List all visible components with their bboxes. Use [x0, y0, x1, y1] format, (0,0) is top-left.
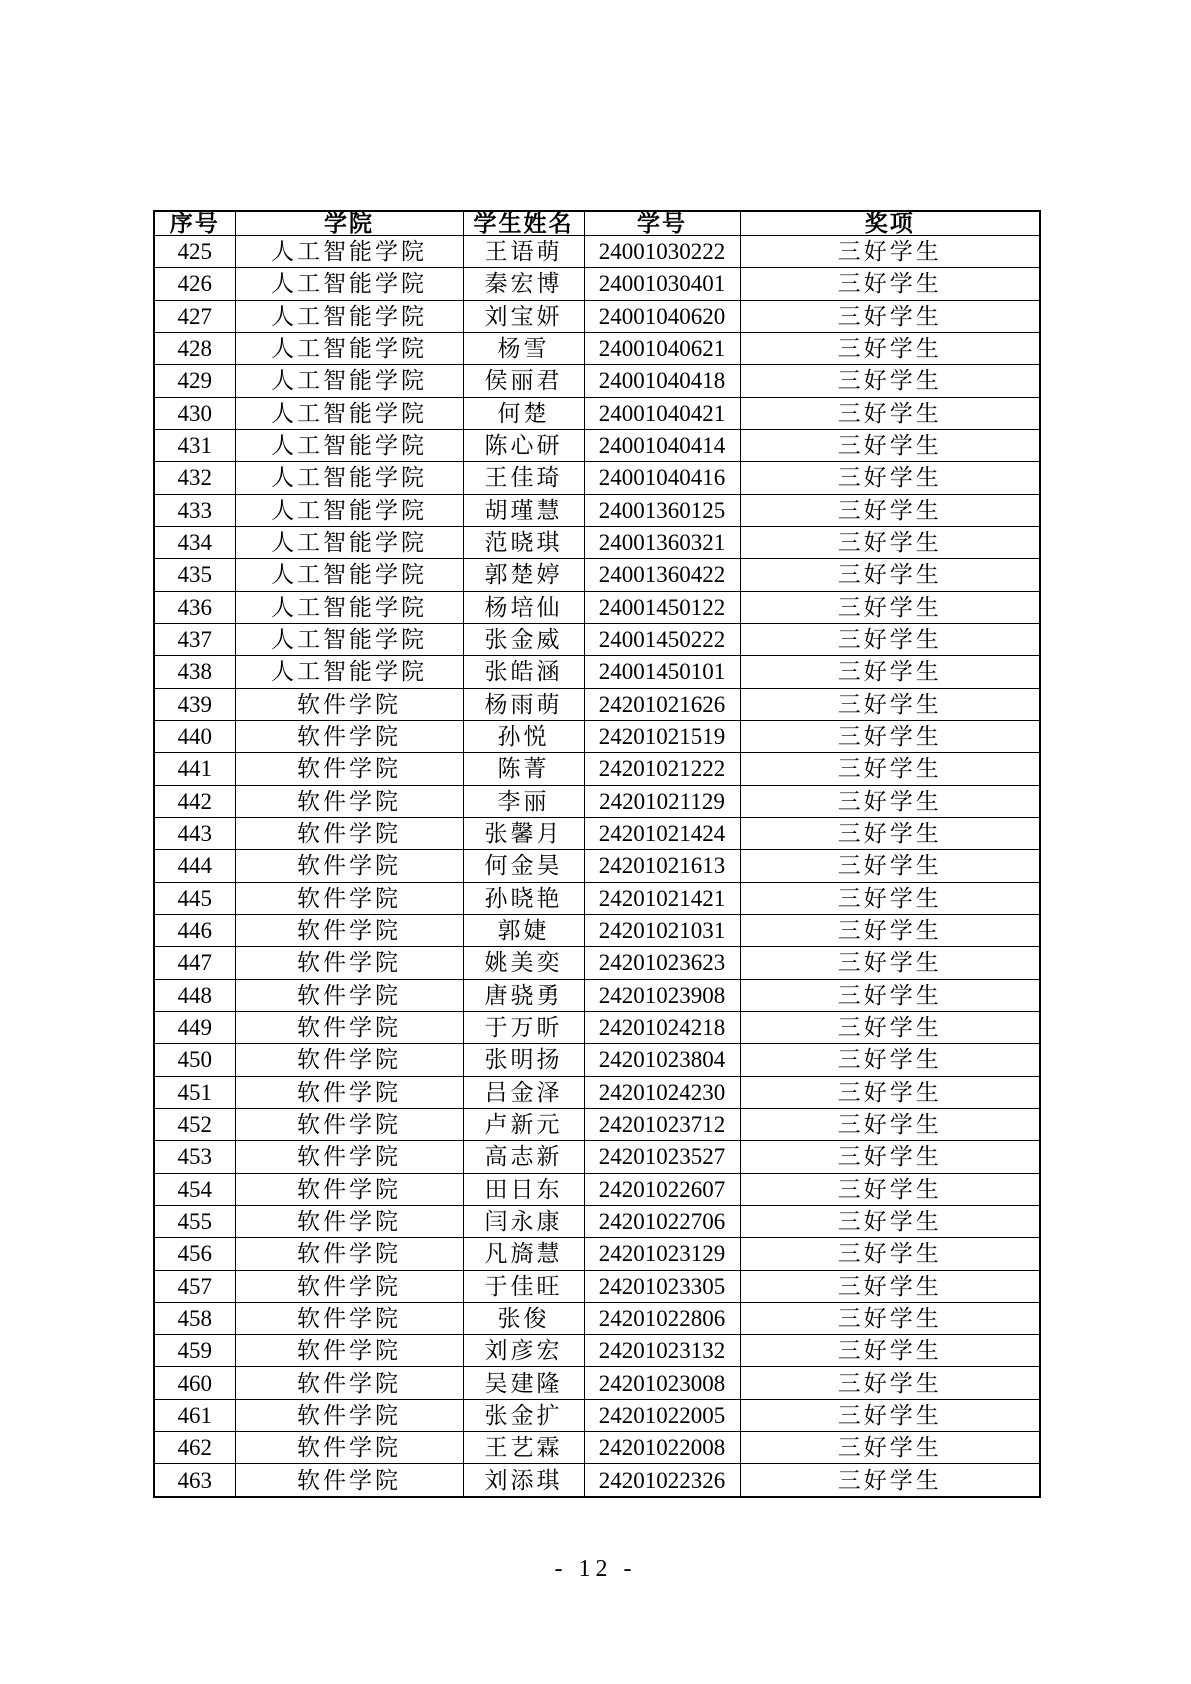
table-row — [154, 1011, 1040, 1043]
table-row — [154, 817, 1040, 849]
cell-college: 软件学院 — [235, 1302, 463, 1334]
cell-college: 软件学院 — [235, 1076, 463, 1108]
cell-student-id: 24201021626 — [584, 688, 740, 720]
header-student-id: 学号 — [584, 211, 740, 236]
cell-student-id: 24201024218 — [584, 1011, 740, 1043]
cell-student-id: 24201021031 — [584, 914, 740, 946]
table-row — [154, 623, 1040, 655]
cell-college: 软件学院 — [235, 785, 463, 817]
cell-student-name: 何楚 — [463, 397, 584, 429]
cell-college: 软件学院 — [235, 882, 463, 914]
cell-student-id: 24201023908 — [584, 979, 740, 1011]
cell-student-id: 24201021519 — [584, 720, 740, 752]
table-row — [154, 591, 1040, 623]
cell-college: 软件学院 — [235, 1432, 463, 1464]
cell-college: 软件学院 — [235, 1044, 463, 1076]
cell-student-name: 王佳琦 — [463, 462, 584, 494]
cell-college: 人工智能学院 — [235, 397, 463, 429]
cell-serial-number: 426 — [154, 268, 235, 300]
cell-college: 软件学院 — [235, 817, 463, 849]
cell-student-name: 孙晓艳 — [463, 882, 584, 914]
cell-college: 软件学院 — [235, 688, 463, 720]
cell-award: 三好学生 — [740, 1399, 1040, 1431]
cell-serial-number: 449 — [154, 1011, 235, 1043]
cell-student-name: 于万昕 — [463, 1011, 584, 1043]
cell-student-name: 张明扬 — [463, 1044, 584, 1076]
cell-student-name: 张金威 — [463, 623, 584, 655]
cell-student-id: 24201023132 — [584, 1335, 740, 1367]
cell-serial-number: 448 — [154, 979, 235, 1011]
table-row — [154, 850, 1040, 882]
cell-student-name: 王艺霖 — [463, 1432, 584, 1464]
cell-student-id: 24201023527 — [584, 1141, 740, 1173]
cell-award: 三好学生 — [740, 623, 1040, 655]
cell-award: 三好学生 — [740, 979, 1040, 1011]
cell-college: 人工智能学院 — [235, 332, 463, 364]
cell-college: 软件学院 — [235, 1205, 463, 1237]
cell-student-name: 郭楚婷 — [463, 559, 584, 591]
cell-award: 三好学生 — [740, 1238, 1040, 1270]
cell-college: 软件学院 — [235, 1367, 463, 1399]
cell-college: 软件学院 — [235, 753, 463, 785]
cell-college: 软件学院 — [235, 1141, 463, 1173]
cell-award: 三好学生 — [740, 429, 1040, 461]
cell-award: 三好学生 — [740, 850, 1040, 882]
cell-student-id: 24201022607 — [584, 1173, 740, 1205]
cell-award: 三好学生 — [740, 1302, 1040, 1334]
cell-award: 三好学生 — [740, 365, 1040, 397]
cell-student-name: 陈心研 — [463, 429, 584, 461]
cell-student-id: 24001040416 — [584, 462, 740, 494]
table-row — [154, 1432, 1040, 1464]
cell-student-id: 24001030401 — [584, 268, 740, 300]
cell-student-name: 王语萌 — [463, 236, 584, 268]
cell-serial-number: 450 — [154, 1044, 235, 1076]
cell-college: 人工智能学院 — [235, 656, 463, 688]
cell-award: 三好学生 — [740, 300, 1040, 332]
cell-student-name: 田日东 — [463, 1173, 584, 1205]
cell-student-name: 秦宏博 — [463, 268, 584, 300]
cell-college: 软件学院 — [235, 850, 463, 882]
cell-award: 三好学生 — [740, 332, 1040, 364]
cell-student-name: 杨培仙 — [463, 591, 584, 623]
table-row — [154, 753, 1040, 785]
cell-student-name: 何金昊 — [463, 850, 584, 882]
table-row — [154, 397, 1040, 429]
cell-award: 三好学生 — [740, 1270, 1040, 1302]
cell-award: 三好学生 — [740, 720, 1040, 752]
table-row — [154, 1302, 1040, 1334]
header-serial-number: 序号 — [154, 211, 235, 236]
cell-award: 三好学生 — [740, 559, 1040, 591]
cell-student-id: 24001040418 — [584, 365, 740, 397]
cell-student-id: 24201023008 — [584, 1367, 740, 1399]
cell-college: 软件学院 — [235, 1108, 463, 1140]
cell-student-id: 24201022706 — [584, 1205, 740, 1237]
header-student-name: 学生姓名 — [463, 211, 584, 236]
cell-student-id: 24001040621 — [584, 332, 740, 364]
cell-student-name: 刘宝妍 — [463, 300, 584, 332]
cell-award: 三好学生 — [740, 591, 1040, 623]
table-row — [154, 656, 1040, 688]
table-row — [154, 300, 1040, 332]
cell-serial-number: 454 — [154, 1173, 235, 1205]
cell-student-id: 24201021129 — [584, 785, 740, 817]
cell-award: 三好学生 — [740, 947, 1040, 979]
cell-student-id: 24201022326 — [584, 1464, 740, 1497]
cell-college: 软件学院 — [235, 1399, 463, 1431]
cell-serial-number: 445 — [154, 882, 235, 914]
cell-student-id: 24201023712 — [584, 1108, 740, 1140]
cell-college: 软件学院 — [235, 947, 463, 979]
table-row — [154, 1270, 1040, 1302]
table-row — [154, 914, 1040, 946]
cell-award: 三好学生 — [740, 268, 1040, 300]
table-row — [154, 1399, 1040, 1431]
cell-student-id: 24201021421 — [584, 882, 740, 914]
cell-student-name: 吴建隆 — [463, 1367, 584, 1399]
table-row — [154, 1335, 1040, 1367]
table-row — [154, 1238, 1040, 1270]
cell-award: 三好学生 — [740, 1011, 1040, 1043]
table-row — [154, 1044, 1040, 1076]
table-row — [154, 1464, 1040, 1497]
table-row — [154, 365, 1040, 397]
cell-student-id: 24201022806 — [584, 1302, 740, 1334]
cell-award: 三好学生 — [740, 526, 1040, 558]
cell-student-name: 范晓琪 — [463, 526, 584, 558]
cell-student-name: 高志新 — [463, 1141, 584, 1173]
cell-college: 软件学院 — [235, 914, 463, 946]
cell-serial-number: 441 — [154, 753, 235, 785]
cell-student-id: 24001360321 — [584, 526, 740, 558]
cell-student-name: 李丽 — [463, 785, 584, 817]
cell-award: 三好学生 — [740, 914, 1040, 946]
table-row — [154, 979, 1040, 1011]
table-row — [154, 429, 1040, 461]
cell-serial-number: 443 — [154, 817, 235, 849]
cell-student-name: 唐骁勇 — [463, 979, 584, 1011]
cell-serial-number: 433 — [154, 494, 235, 526]
page-footer — [0, 1556, 1191, 1583]
cell-student-name: 凡旖慧 — [463, 1238, 584, 1270]
cell-award: 三好学生 — [740, 1335, 1040, 1367]
table-row — [154, 1205, 1040, 1237]
table-row — [154, 1173, 1040, 1205]
cell-award: 三好学生 — [740, 785, 1040, 817]
cell-award: 三好学生 — [740, 1367, 1040, 1399]
cell-award: 三好学生 — [740, 753, 1040, 785]
cell-serial-number: 434 — [154, 526, 235, 558]
page-number: - 12 - — [554, 1556, 637, 1582]
cell-award: 三好学生 — [740, 1141, 1040, 1173]
cell-student-name: 张俊 — [463, 1302, 584, 1334]
cell-serial-number: 428 — [154, 332, 235, 364]
cell-serial-number: 436 — [154, 591, 235, 623]
cell-student-name: 孙悦 — [463, 720, 584, 752]
award-table — [153, 210, 1041, 1498]
cell-serial-number: 444 — [154, 850, 235, 882]
cell-college: 人工智能学院 — [235, 268, 463, 300]
cell-college: 人工智能学院 — [235, 559, 463, 591]
table-row — [154, 785, 1040, 817]
cell-serial-number: 447 — [154, 947, 235, 979]
header-award: 奖项 — [740, 211, 1040, 236]
cell-student-id: 24001450101 — [584, 656, 740, 688]
cell-college: 人工智能学院 — [235, 591, 463, 623]
table-row — [154, 236, 1040, 268]
cell-student-id: 24001360422 — [584, 559, 740, 591]
table-row — [154, 268, 1040, 300]
cell-student-name: 于佳旺 — [463, 1270, 584, 1302]
cell-college: 人工智能学院 — [235, 494, 463, 526]
cell-student-id: 24201024230 — [584, 1076, 740, 1108]
cell-serial-number: 460 — [154, 1367, 235, 1399]
table-row — [154, 526, 1040, 558]
cell-student-name: 姚美奕 — [463, 947, 584, 979]
cell-college: 人工智能学院 — [235, 365, 463, 397]
cell-student-id: 24201022008 — [584, 1432, 740, 1464]
cell-college: 人工智能学院 — [235, 526, 463, 558]
table-header-row — [154, 211, 1040, 236]
cell-college: 软件学院 — [235, 1464, 463, 1497]
cell-student-id: 24201023623 — [584, 947, 740, 979]
cell-college: 软件学院 — [235, 979, 463, 1011]
cell-award: 三好学生 — [740, 882, 1040, 914]
cell-student-id: 24201023305 — [584, 1270, 740, 1302]
cell-student-id: 24001040414 — [584, 429, 740, 461]
cell-serial-number: 435 — [154, 559, 235, 591]
cell-serial-number: 461 — [154, 1399, 235, 1431]
cell-award: 三好学生 — [740, 1076, 1040, 1108]
table-row — [154, 882, 1040, 914]
cell-college: 软件学院 — [235, 720, 463, 752]
cell-award: 三好学生 — [740, 656, 1040, 688]
cell-serial-number: 440 — [154, 720, 235, 752]
table-row — [154, 462, 1040, 494]
cell-college: 人工智能学院 — [235, 462, 463, 494]
cell-serial-number: 442 — [154, 785, 235, 817]
cell-student-name: 侯丽君 — [463, 365, 584, 397]
table-row — [154, 1367, 1040, 1399]
cell-student-id: 24201021613 — [584, 850, 740, 882]
cell-college: 软件学院 — [235, 1011, 463, 1043]
cell-college: 软件学院 — [235, 1238, 463, 1270]
cell-student-name: 闫永康 — [463, 1205, 584, 1237]
cell-award: 三好学生 — [740, 462, 1040, 494]
table-row — [154, 947, 1040, 979]
table-row — [154, 559, 1040, 591]
cell-serial-number: 452 — [154, 1108, 235, 1140]
cell-college: 人工智能学院 — [235, 429, 463, 461]
cell-serial-number: 430 — [154, 397, 235, 429]
cell-student-name: 张金扩 — [463, 1399, 584, 1431]
cell-award: 三好学生 — [740, 1205, 1040, 1237]
cell-student-name: 张皓涵 — [463, 656, 584, 688]
cell-student-id: 24201022005 — [584, 1399, 740, 1431]
cell-serial-number: 429 — [154, 365, 235, 397]
cell-serial-number: 437 — [154, 623, 235, 655]
table-row — [154, 720, 1040, 752]
cell-student-id: 24201021222 — [584, 753, 740, 785]
cell-student-id: 24201023804 — [584, 1044, 740, 1076]
cell-student-name: 吕金泽 — [463, 1076, 584, 1108]
cell-serial-number: 462 — [154, 1432, 235, 1464]
cell-award: 三好学生 — [740, 236, 1040, 268]
cell-award: 三好学生 — [740, 1432, 1040, 1464]
cell-student-id: 24001360125 — [584, 494, 740, 526]
cell-award: 三好学生 — [740, 397, 1040, 429]
cell-serial-number: 457 — [154, 1270, 235, 1302]
cell-college: 人工智能学院 — [235, 300, 463, 332]
cell-student-id: 24001040620 — [584, 300, 740, 332]
table-row — [154, 1108, 1040, 1140]
cell-student-id: 24001450222 — [584, 623, 740, 655]
cell-student-name: 刘添琪 — [463, 1464, 584, 1497]
cell-serial-number: 438 — [154, 656, 235, 688]
table-row — [154, 1076, 1040, 1108]
cell-student-name: 刘彦宏 — [463, 1335, 584, 1367]
cell-student-name: 杨雪 — [463, 332, 584, 364]
cell-serial-number: 453 — [154, 1141, 235, 1173]
cell-serial-number: 432 — [154, 462, 235, 494]
table-row — [154, 332, 1040, 364]
cell-student-name: 张馨月 — [463, 817, 584, 849]
cell-award: 三好学生 — [740, 1108, 1040, 1140]
cell-serial-number: 427 — [154, 300, 235, 332]
cell-award: 三好学生 — [740, 1464, 1040, 1497]
cell-award: 三好学生 — [740, 1173, 1040, 1205]
cell-award: 三好学生 — [740, 1044, 1040, 1076]
cell-serial-number: 463 — [154, 1464, 235, 1497]
cell-serial-number: 459 — [154, 1335, 235, 1367]
cell-serial-number: 431 — [154, 429, 235, 461]
cell-college: 软件学院 — [235, 1270, 463, 1302]
cell-college: 软件学院 — [235, 1335, 463, 1367]
cell-serial-number: 451 — [154, 1076, 235, 1108]
cell-student-id: 24001030222 — [584, 236, 740, 268]
table-row — [154, 1141, 1040, 1173]
cell-college: 软件学院 — [235, 1173, 463, 1205]
cell-serial-number: 458 — [154, 1302, 235, 1334]
cell-student-id: 24001450122 — [584, 591, 740, 623]
cell-serial-number: 439 — [154, 688, 235, 720]
cell-serial-number: 456 — [154, 1238, 235, 1270]
cell-college: 人工智能学院 — [235, 236, 463, 268]
table-body — [154, 236, 1040, 1498]
cell-college: 人工智能学院 — [235, 623, 463, 655]
cell-student-id: 24201021424 — [584, 817, 740, 849]
header-college: 学院 — [235, 211, 463, 236]
cell-student-name: 郭婕 — [463, 914, 584, 946]
cell-award: 三好学生 — [740, 688, 1040, 720]
cell-student-name: 胡瑾慧 — [463, 494, 584, 526]
cell-student-id: 24001040421 — [584, 397, 740, 429]
cell-student-id: 24201023129 — [584, 1238, 740, 1270]
cell-serial-number: 446 — [154, 914, 235, 946]
cell-student-name: 陈菁 — [463, 753, 584, 785]
table-row — [154, 688, 1040, 720]
cell-award: 三好学生 — [740, 494, 1040, 526]
table-row — [154, 494, 1040, 526]
cell-award: 三好学生 — [740, 817, 1040, 849]
cell-student-name: 杨雨萌 — [463, 688, 584, 720]
cell-student-name: 卢新元 — [463, 1108, 584, 1140]
cell-serial-number: 455 — [154, 1205, 235, 1237]
cell-serial-number: 425 — [154, 236, 235, 268]
